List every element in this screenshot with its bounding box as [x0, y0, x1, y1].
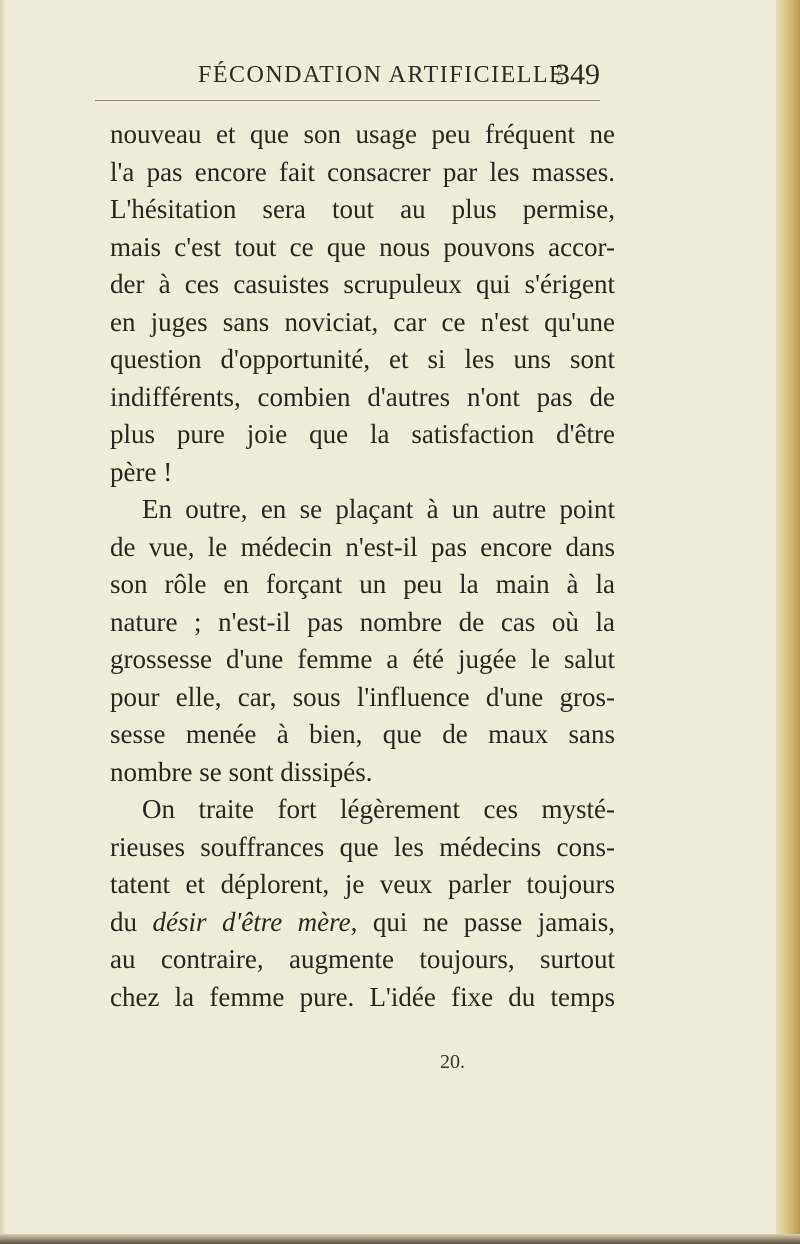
- page-header: [0, 58, 800, 102]
- text-run: qui ne passe jamais,: [357, 906, 615, 937]
- text-line: plus pure joie que la satisfaction d'être: [110, 419, 615, 449]
- text-line: question d'opportunité, et si les uns sont: [110, 344, 615, 374]
- body-text: [110, 116, 615, 1016]
- text-line: son rôle en forçant un peu la main à la: [110, 569, 615, 599]
- page-fore-edge: [776, 0, 800, 1244]
- page-left-edge: [0, 0, 6, 1244]
- paragraph-start-line: On traite fort légèrement ces mysté-: [142, 794, 615, 824]
- page-bottom-edge: [0, 1234, 800, 1244]
- text-line: grossesse d'une femme a été jugée le salut: [110, 644, 615, 674]
- text-line: tatent et déplorent, je veux parler toujours: [110, 869, 615, 899]
- text-line: [110, 904, 615, 942]
- text-line: L'hésitation sera tout au plus permise,: [110, 194, 615, 224]
- text-line: l'a pas encore fait consacrer par les masses.: [110, 156, 615, 187]
- text-line: au contraire, augmente toujours, surtout: [110, 944, 615, 974]
- header-rule: [95, 100, 600, 101]
- page-number: 349: [555, 58, 600, 91]
- text-line: mais c'est tout ce que nous pouvons accor-: [110, 231, 615, 262]
- text-line: en juges sans noviciat, car ce n'est qu'une: [110, 306, 615, 337]
- text-line: nombre se sont dissipés.: [110, 756, 373, 787]
- running-title: FÉCONDATION ARTIFICIELLE: [198, 62, 566, 88]
- text-line: sesse menée à bien, que de maux sans: [110, 719, 615, 749]
- text-run: du: [110, 906, 153, 937]
- text-line: indifférents, combien d'autres n'ont pas de: [110, 381, 615, 412]
- text-line: de vue, le médecin n'est-il pas encore dans: [110, 531, 615, 562]
- italic-phrase: désir d'être mère,: [152, 906, 358, 937]
- text-line: chez la femme pure. L'idée fixe du temps: [110, 981, 615, 1012]
- text-line: nature ; n'est-il pas nombre de cas où la: [110, 606, 615, 637]
- signature-mark: 20.: [440, 1051, 465, 1073]
- paragraph-start-line: En outre, en se plaçant à un autre point: [142, 494, 615, 524]
- text-line: rieuses souffrances que les médecins cons-: [110, 831, 615, 862]
- text-line: pour elle, car, sous l'influence d'une gros-: [110, 681, 615, 712]
- text-line: nouveau et que son usage peu fréquent ne: [110, 119, 615, 149]
- text-line: père !: [110, 456, 173, 487]
- text-line: der à ces casuistes scrupuleux qui s'érigent: [110, 269, 615, 299]
